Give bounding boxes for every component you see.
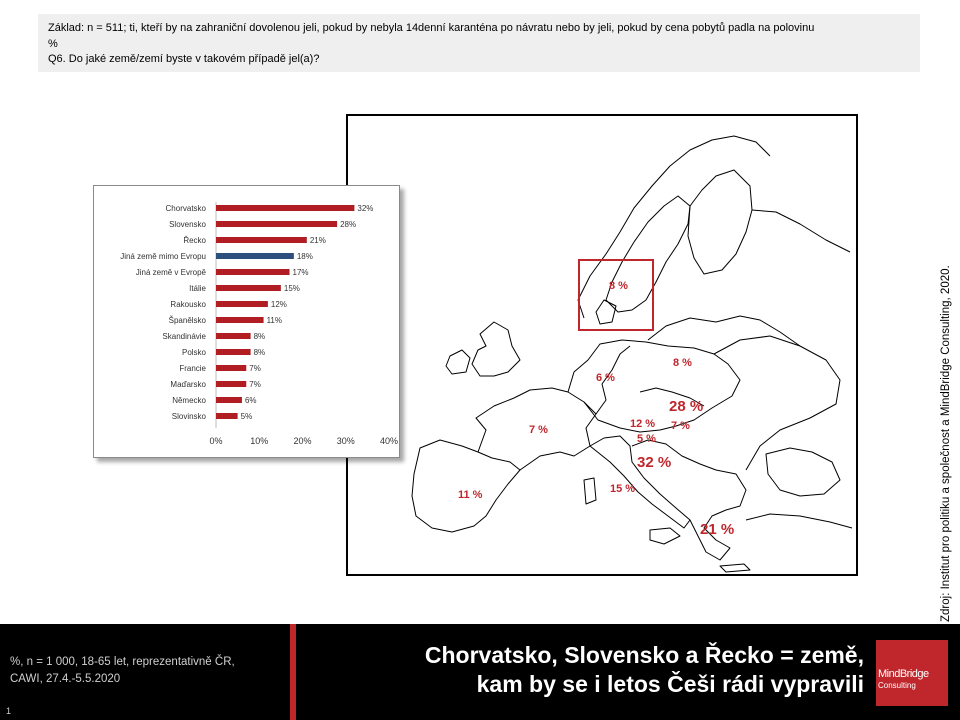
value-label: 7% (249, 364, 261, 373)
map-label-poland: 8 % (673, 357, 692, 369)
header-question-text: Q6. Do jaké země/zemí byste v takovém případě jel(a)? (48, 53, 320, 65)
map-label-croatia: 32 % (637, 454, 672, 471)
category-label: Maďarsko (170, 380, 206, 389)
russia-outline (752, 210, 850, 252)
baltic-outline (648, 316, 800, 346)
value-label: 6% (244, 396, 257, 405)
value-label: 17% (292, 268, 309, 277)
category-label: Slovinsko (171, 412, 206, 421)
page-number: 1 (6, 706, 12, 716)
bar (216, 413, 238, 419)
iberia-outline (412, 440, 520, 532)
bar (216, 333, 251, 339)
value-label: 11% (266, 316, 282, 325)
bar (216, 237, 307, 243)
map-label-slovakia: 28 % (669, 398, 704, 415)
footer-accent-stripe (290, 624, 296, 720)
header-unit-text: % (48, 38, 58, 50)
category-label: Rakousko (170, 300, 206, 309)
source-note: Zdroj: Institut pro politiku a společnost a MindBridge Consulting, 2020. (940, 265, 952, 622)
category-label: Jiná země v Evropě (135, 268, 206, 277)
map-label-greece: 21 % (700, 521, 735, 538)
category-label: Chorvatsko (165, 204, 206, 213)
x-tick-label: 0% (209, 436, 223, 446)
value-label: 18% (296, 252, 313, 261)
logo-text-main: MindBridge (878, 668, 929, 680)
map-label-italy: 15 % (610, 483, 636, 495)
x-tick-label: 40% (379, 436, 399, 446)
bar (216, 205, 354, 211)
black-sea-outline (766, 448, 840, 496)
bar (216, 317, 264, 323)
map-label-hungary: 7 % (671, 420, 690, 432)
map-label-austria: 12 % (630, 418, 656, 430)
bar (216, 253, 294, 259)
eastern-border (714, 336, 840, 470)
bar (216, 285, 281, 291)
headline-line-1: Chorvatsko, Slovensko a Řecko = země, (424, 642, 864, 668)
category-label: Řecko (183, 236, 206, 245)
category-label: Slovensko (169, 220, 206, 229)
mindbridge-logo (876, 640, 948, 706)
footer-sample-note: %, n = 1 000, 18-65 let, reprezentativně ČR, (10, 656, 235, 668)
uk-outline (472, 322, 520, 376)
value-label: 8% (253, 348, 266, 357)
headline-line-2: kam by se i letos Češi rádi vypravili (476, 671, 864, 697)
logo-text-sub: Consulting (878, 681, 916, 690)
map-label-france: 7 % (529, 424, 548, 436)
crete-outline (720, 564, 750, 572)
bar (216, 381, 246, 387)
bar (216, 397, 242, 403)
map-label-spain: 11 % (458, 489, 483, 501)
value-label: 12% (270, 300, 287, 309)
value-label: 8% (253, 332, 266, 341)
italy-outline (590, 436, 690, 528)
bar (216, 301, 268, 307)
bar (216, 365, 246, 371)
x-tick-label: 10% (250, 436, 269, 446)
sicily-outline (650, 528, 680, 544)
value-label: 7% (249, 380, 261, 389)
category-label: Skandinávie (162, 332, 206, 341)
scandinavia-highlight-box (578, 259, 654, 331)
category-label: Polsko (181, 348, 206, 357)
ireland-outline (446, 350, 470, 374)
x-tick-label: 20% (293, 436, 312, 446)
value-label: 28% (340, 220, 357, 229)
map-label-scandinavia: 8 % (609, 280, 628, 292)
bar (216, 221, 337, 227)
value-label: 5% (240, 412, 253, 421)
value-label: 32% (357, 204, 374, 213)
bar (216, 269, 290, 275)
finland-outline (688, 170, 752, 274)
category-label: Německo (172, 396, 206, 405)
value-label: 15% (283, 284, 300, 293)
bar-chart (94, 186, 399, 457)
map-label-slovenia: 5 % (637, 433, 656, 445)
bar (216, 349, 251, 355)
header-base-text: Základ: n = 511; ti, kteří by na zahraniční dovolenou jeli, pokud by nebyla 14denní karanténa po návratu nebo by jeli, pokud by cena pobytů padla na polovinu (48, 22, 815, 34)
value-label: 21% (309, 236, 326, 245)
category-label: Itálie (189, 284, 206, 293)
footer-method-note: CAWI, 27.4.-5.5.2020 (10, 673, 121, 685)
category-label: Jiná země mimo Evropu (120, 252, 206, 261)
category-label: Španělsko (168, 316, 206, 325)
turkey-outline (746, 514, 852, 528)
bar-chart-panel (93, 185, 400, 458)
map-label-germany: 6 % (596, 372, 615, 384)
x-tick-label: 30% (336, 436, 355, 446)
category-label: Francie (179, 364, 206, 373)
sardinia-outline (584, 478, 596, 504)
